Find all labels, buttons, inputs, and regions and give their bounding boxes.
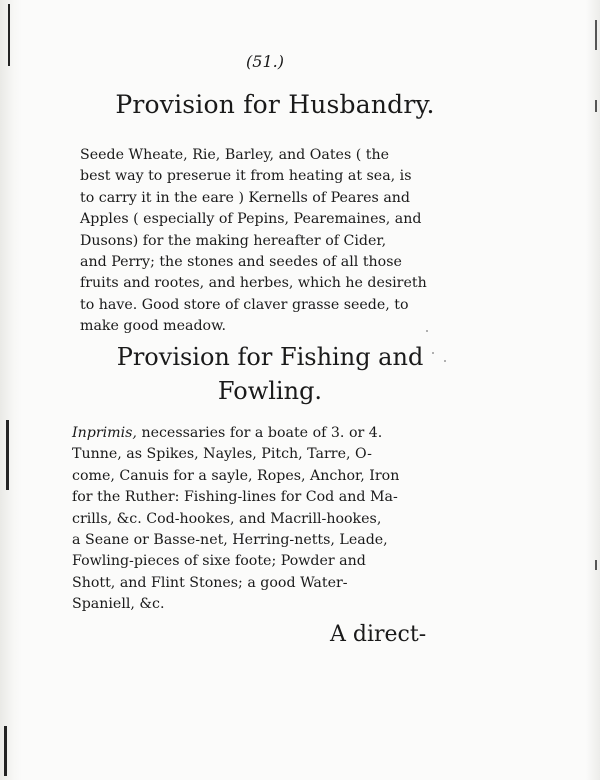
- section-heading-husbandry: Provision for Husbandry.: [115, 90, 435, 119]
- ink-speck: [444, 360, 446, 362]
- page-left-edge: [0, 0, 22, 780]
- ink-speck: [432, 352, 434, 354]
- text-line: for the Ruther: Fishing-lines for Cod and Ma-: [72, 489, 398, 506]
- text-line: [72, 423, 442, 444]
- text-line: fruits and rootes, and herbes, which he desireth: [80, 275, 427, 292]
- text-line: to carry it in the eare ) Kernells of Peares and: [80, 189, 411, 206]
- heading-line: Provision for Fishing and: [116, 343, 424, 371]
- text-line: Shott, and Flint Stones; a good Water-: [72, 574, 348, 591]
- section-heading-fishing-fowling: [60, 340, 480, 408]
- text-line: a Seane or Basse-net, Herring-netts, Leade,: [72, 532, 388, 549]
- heading-line: Fowling.: [217, 377, 323, 405]
- page-number: (51.): [246, 52, 284, 71]
- edge-mark: [6, 420, 9, 490]
- edge-mark: [595, 100, 597, 112]
- text-line: to have. Good store of claver grasse seede, to: [80, 296, 409, 313]
- text-line: Tunne, as Spikes, Nayles, Pitch, Tarre, O-: [72, 446, 372, 463]
- inprimis-word: Inprimis,: [72, 425, 137, 441]
- text-line: make good meadow.: [80, 318, 227, 335]
- catchword: A direct-: [330, 622, 427, 647]
- edge-mark: [4, 726, 7, 776]
- paragraph-fishing-fowling: [72, 423, 442, 616]
- ink-speck: [426, 330, 428, 332]
- page-right-edge: [586, 0, 600, 780]
- text-line: Apples ( especially of Pepins, Pearemaines, and: [80, 211, 422, 228]
- edge-mark: [595, 20, 597, 50]
- text-span: necessaries for a boate of 3. or 4.: [136, 425, 383, 441]
- text-line: Fowling-pieces of sixe foote; Powder and: [72, 553, 366, 570]
- text-line: best way to preserue it from heating at sea, is: [80, 168, 412, 185]
- text-line: Spaniell, &c.: [72, 596, 165, 613]
- text-line: and Perry; the stones and seedes of all those: [80, 254, 402, 271]
- edge-mark: [595, 560, 597, 570]
- paragraph-husbandry: [80, 145, 440, 338]
- text-line: Dusons) for the making hereafter of Cider,: [80, 232, 387, 249]
- text-line: Seede Wheate, Rie, Barley, and Oates ( the: [80, 147, 390, 163]
- text-line: crills, &c. Cod-hookes, and Macrill-hookes,: [72, 510, 382, 527]
- text-line: come, Canuis for a sayle, Ropes, Anchor, Iron: [72, 467, 400, 484]
